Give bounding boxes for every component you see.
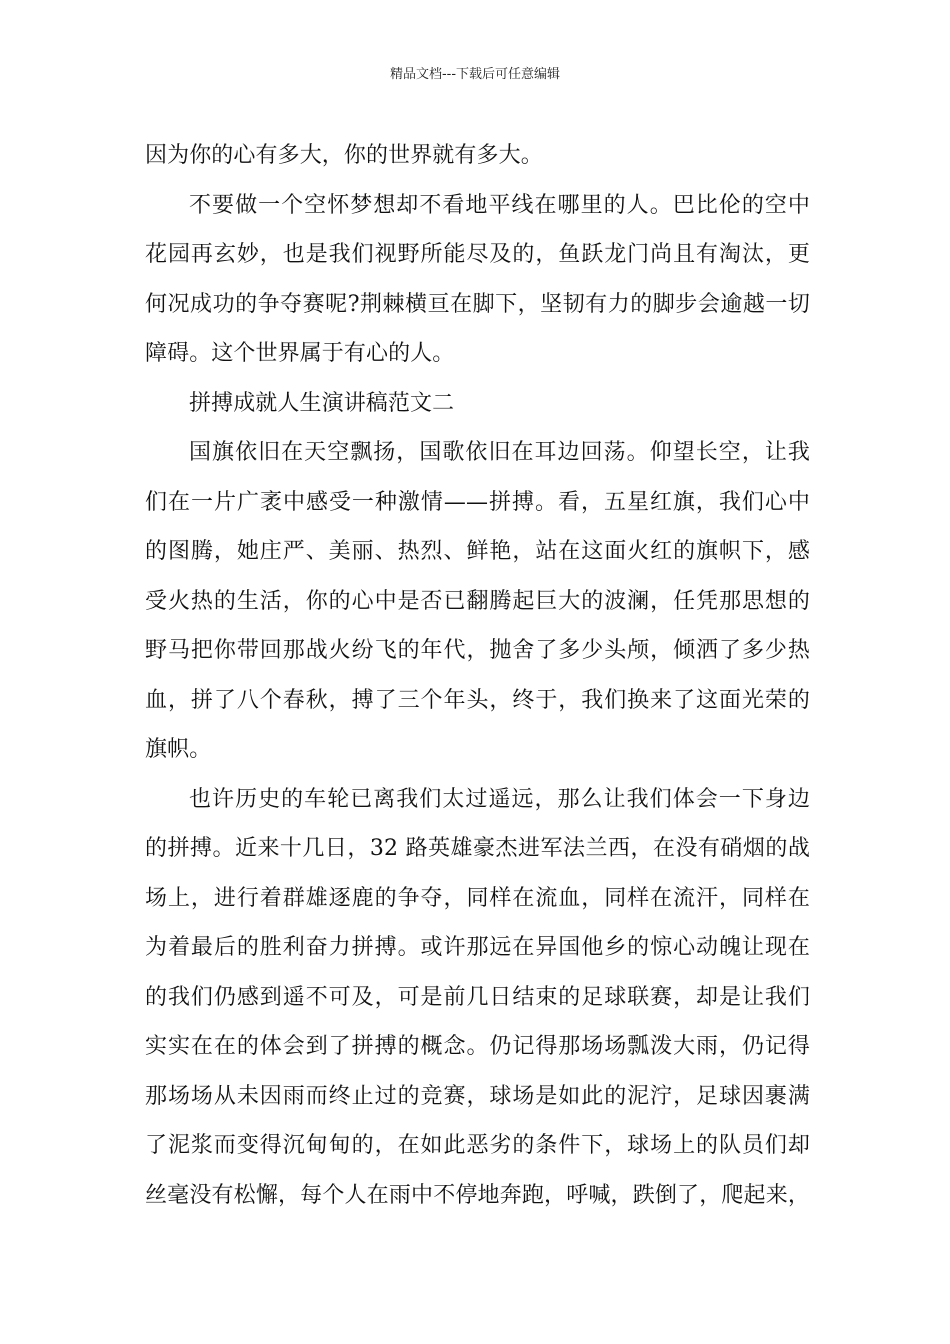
text-line: 花园再玄妙，也是我们视野所能尽及的，鱼跃龙门尚且有淘汰，更	[145, 242, 810, 267]
paragraph	[145, 775, 810, 1221]
paragraph	[145, 181, 810, 379]
text-line: 国旗依旧在天空飘扬，国歌依旧在耳边回荡。仰望长空，让我	[189, 440, 810, 465]
document-body	[145, 131, 810, 1220]
page-header: 精品文档---下载后可任意编辑	[389, 67, 561, 82]
text-line: 野马把你带回那战火纷飞的年代，抛舍了多少头颅，倾洒了多少热	[145, 638, 810, 663]
text-line: 那场场从未因雨而终止过的竞赛，球场是如此的泥泞，足球因裹满	[145, 1083, 810, 1109]
text-line: 血，拼了八个春秋，搏了三个年头，终于，我们换来了这面光荣的	[145, 687, 810, 713]
text-line: 的图腾，她庄严、美丽、热烈、鲜艳，站在这面火红的旗帜下，感	[145, 539, 810, 564]
text-line: 实实在在的体会到了拼搏的概念。仍记得那场场瓢泼大雨，仍记得	[145, 1034, 810, 1059]
text-line: 们在一片广袤中感受一种激情——拼搏。看，五星红旗，我们心中	[145, 489, 810, 515]
text-line: 受火热的生活，你的心中是否已翻腾起巨大的波澜，任凭那思想的	[145, 588, 810, 614]
heading-text: 拼搏成就人生演讲稿范文二	[189, 390, 455, 416]
section-heading	[145, 379, 810, 429]
text-line: 的拼搏。近来十几日，32 路英雄豪杰进军法兰西，在没有硝烟的战	[145, 836, 810, 861]
text-line: 不要做一个空怀梦想却不看地平线在哪里的人。巴比伦的空中	[189, 192, 810, 218]
text-line: 旗帜。	[145, 737, 212, 762]
text-line: 因为你的心有多大，你的世界就有多大。	[145, 143, 543, 168]
text-line: 为着最后的胜利奋力拼搏。或许那远在异国他乡的惊心动魄让现在	[145, 935, 810, 960]
paragraph-continued	[145, 131, 810, 181]
text-line: 障碍。这个世界属于有心的人。	[145, 341, 455, 366]
text-line: 也许历史的车轮已离我们太过遥远，那么让我们体会一下身边	[189, 786, 810, 812]
paragraph	[145, 428, 810, 775]
text-line: 的我们仍感到遥不可及，可是前几日结束的足球联赛，却是让我们	[145, 984, 810, 1010]
text-line: 了泥浆而变得沉甸甸的，在如此恶劣的条件下，球场上的队员们却	[145, 1133, 810, 1158]
text-line: 何况成功的争夺赛呢?荆棘横亘在脚下，坚韧有力的脚步会逾越一切	[145, 291, 810, 317]
text-line: 丝毫没有松懈，每个人在雨中不停地奔跑，呼喊，跌倒了，爬起来，	[145, 1182, 810, 1208]
text-line: 场上，进行着群雄逐鹿的争夺，同样在流血，同样在流汗，同样在	[145, 885, 810, 911]
